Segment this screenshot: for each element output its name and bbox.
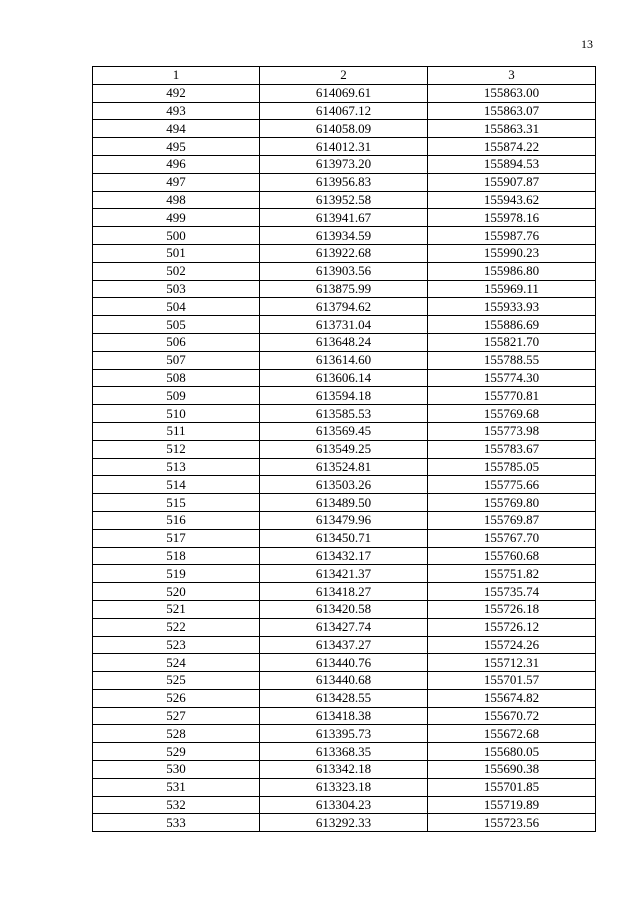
table-row	[93, 369, 596, 387]
table-row	[93, 476, 596, 494]
x-coordinate-cell: 613614.60	[260, 351, 428, 369]
point-number-cell: 529	[93, 743, 260, 761]
table-row	[93, 654, 596, 672]
table-row	[93, 796, 596, 814]
point-number-cell: 525	[93, 672, 260, 690]
y-coordinate-cell: 155933.93	[428, 298, 596, 316]
point-number-cell: 497	[93, 173, 260, 191]
x-coordinate-cell: 613440.68	[260, 672, 428, 690]
table-row	[93, 458, 596, 476]
point-number-cell: 533	[93, 814, 260, 832]
table-row	[93, 672, 596, 690]
point-number-cell: 499	[93, 209, 260, 227]
point-number-cell: 524	[93, 654, 260, 672]
y-coordinate-cell: 155767.70	[428, 529, 596, 547]
table-row	[93, 209, 596, 227]
point-number-cell: 510	[93, 405, 260, 423]
table-row	[93, 333, 596, 351]
table-row	[93, 743, 596, 761]
y-coordinate-cell: 155670.72	[428, 707, 596, 725]
table-row	[93, 191, 596, 209]
x-coordinate-cell: 613524.81	[260, 458, 428, 476]
page-number: 13	[581, 37, 593, 51]
x-coordinate-cell: 613450.71	[260, 529, 428, 547]
point-number-cell: 508	[93, 369, 260, 387]
x-coordinate-cell: 613606.14	[260, 369, 428, 387]
point-number-cell: 495	[93, 138, 260, 156]
point-number-cell: 526	[93, 689, 260, 707]
table-row	[93, 725, 596, 743]
table-row	[93, 600, 596, 618]
table-body	[93, 84, 596, 831]
y-coordinate-cell: 155863.00	[428, 84, 596, 102]
table-row	[93, 298, 596, 316]
table-row	[93, 707, 596, 725]
table-row	[93, 778, 596, 796]
point-number-cell: 494	[93, 120, 260, 138]
table-row	[93, 583, 596, 601]
point-number-cell: 528	[93, 725, 260, 743]
x-coordinate-cell: 613956.83	[260, 173, 428, 191]
point-number-cell: 493	[93, 102, 260, 120]
point-number-cell: 498	[93, 191, 260, 209]
column-header-3: 3	[428, 67, 596, 85]
point-number-cell: 521	[93, 600, 260, 618]
point-number-cell: 523	[93, 636, 260, 654]
x-coordinate-cell: 613420.58	[260, 600, 428, 618]
point-number-cell: 512	[93, 440, 260, 458]
x-coordinate-cell: 613418.38	[260, 707, 428, 725]
x-coordinate-cell: 613585.53	[260, 405, 428, 423]
table-row	[93, 120, 596, 138]
y-coordinate-cell: 155969.11	[428, 280, 596, 298]
y-coordinate-cell: 155701.57	[428, 672, 596, 690]
table-row	[93, 440, 596, 458]
point-number-cell: 527	[93, 707, 260, 725]
y-coordinate-cell: 155943.62	[428, 191, 596, 209]
x-coordinate-cell: 614069.61	[260, 84, 428, 102]
point-number-cell: 522	[93, 618, 260, 636]
table-row	[93, 155, 596, 173]
x-coordinate-cell: 613395.73	[260, 725, 428, 743]
point-number-cell: 514	[93, 476, 260, 494]
y-coordinate-cell: 155690.38	[428, 761, 596, 779]
point-number-cell: 518	[93, 547, 260, 565]
table-row	[93, 494, 596, 512]
table-row	[93, 227, 596, 245]
point-number-cell: 520	[93, 583, 260, 601]
point-number-cell: 532	[93, 796, 260, 814]
point-number-cell: 517	[93, 529, 260, 547]
table-row	[93, 102, 596, 120]
x-coordinate-cell: 613875.99	[260, 280, 428, 298]
column-header-1: 1	[93, 67, 260, 85]
y-coordinate-cell: 155726.18	[428, 600, 596, 618]
x-coordinate-cell: 613421.37	[260, 565, 428, 583]
y-coordinate-cell: 155785.05	[428, 458, 596, 476]
x-coordinate-cell: 613941.67	[260, 209, 428, 227]
table-row	[93, 618, 596, 636]
y-coordinate-cell: 155978.16	[428, 209, 596, 227]
table-row	[93, 405, 596, 423]
y-coordinate-cell: 155775.66	[428, 476, 596, 494]
x-coordinate-cell: 613342.18	[260, 761, 428, 779]
y-coordinate-cell: 155986.80	[428, 262, 596, 280]
y-coordinate-cell: 155723.56	[428, 814, 596, 832]
header-row	[93, 67, 596, 85]
x-coordinate-cell: 613794.62	[260, 298, 428, 316]
x-coordinate-cell: 613569.45	[260, 422, 428, 440]
table-row	[93, 547, 596, 565]
x-coordinate-cell: 613440.76	[260, 654, 428, 672]
x-coordinate-cell: 614067.12	[260, 102, 428, 120]
table-row	[93, 761, 596, 779]
table-row	[93, 529, 596, 547]
point-number-cell: 492	[93, 84, 260, 102]
point-number-cell: 503	[93, 280, 260, 298]
point-number-cell: 531	[93, 778, 260, 796]
y-coordinate-cell: 155894.53	[428, 155, 596, 173]
x-coordinate-cell: 613292.33	[260, 814, 428, 832]
y-coordinate-cell: 155821.70	[428, 333, 596, 351]
y-coordinate-cell: 155672.68	[428, 725, 596, 743]
x-coordinate-cell: 613428.55	[260, 689, 428, 707]
point-number-cell: 530	[93, 761, 260, 779]
table-row	[93, 351, 596, 369]
column-header-2: 2	[260, 67, 428, 85]
x-coordinate-cell: 613427.74	[260, 618, 428, 636]
y-coordinate-cell: 155886.69	[428, 316, 596, 334]
y-coordinate-cell: 155724.26	[428, 636, 596, 654]
y-coordinate-cell: 155774.30	[428, 369, 596, 387]
y-coordinate-cell: 155769.87	[428, 511, 596, 529]
y-coordinate-cell: 155719.89	[428, 796, 596, 814]
y-coordinate-cell: 155674.82	[428, 689, 596, 707]
point-number-cell: 509	[93, 387, 260, 405]
point-number-cell: 504	[93, 298, 260, 316]
table-row	[93, 316, 596, 334]
y-coordinate-cell: 155769.80	[428, 494, 596, 512]
y-coordinate-cell: 155773.98	[428, 422, 596, 440]
x-coordinate-cell: 613368.35	[260, 743, 428, 761]
x-coordinate-cell: 614012.31	[260, 138, 428, 156]
x-coordinate-cell: 613952.58	[260, 191, 428, 209]
table-row	[93, 262, 596, 280]
x-coordinate-cell: 613903.56	[260, 262, 428, 280]
x-coordinate-cell: 613437.27	[260, 636, 428, 654]
x-coordinate-cell: 613648.24	[260, 333, 428, 351]
point-number-cell: 506	[93, 333, 260, 351]
point-number-cell: 513	[93, 458, 260, 476]
x-coordinate-cell: 613418.27	[260, 583, 428, 601]
coordinates-table	[92, 66, 596, 832]
x-coordinate-cell: 613432.17	[260, 547, 428, 565]
x-coordinate-cell: 613304.23	[260, 796, 428, 814]
point-number-cell: 507	[93, 351, 260, 369]
point-number-cell: 505	[93, 316, 260, 334]
table-row	[93, 814, 596, 832]
y-coordinate-cell: 155701.85	[428, 778, 596, 796]
table-row	[93, 422, 596, 440]
x-coordinate-cell: 613323.18	[260, 778, 428, 796]
y-coordinate-cell: 155751.82	[428, 565, 596, 583]
table-row	[93, 636, 596, 654]
point-number-cell: 502	[93, 262, 260, 280]
table-row	[93, 280, 596, 298]
x-coordinate-cell: 613973.20	[260, 155, 428, 173]
y-coordinate-cell: 155783.67	[428, 440, 596, 458]
table-row	[93, 84, 596, 102]
x-coordinate-cell: 613549.25	[260, 440, 428, 458]
point-number-cell: 501	[93, 244, 260, 262]
y-coordinate-cell: 155874.22	[428, 138, 596, 156]
table-row	[93, 173, 596, 191]
x-coordinate-cell: 613922.68	[260, 244, 428, 262]
point-number-cell: 519	[93, 565, 260, 583]
x-coordinate-cell: 613731.04	[260, 316, 428, 334]
table-row	[93, 387, 596, 405]
table-row	[93, 138, 596, 156]
y-coordinate-cell: 155735.74	[428, 583, 596, 601]
x-coordinate-cell: 614058.09	[260, 120, 428, 138]
y-coordinate-cell: 155712.31	[428, 654, 596, 672]
y-coordinate-cell: 155760.68	[428, 547, 596, 565]
table-row	[93, 689, 596, 707]
y-coordinate-cell: 155907.87	[428, 173, 596, 191]
x-coordinate-cell: 613934.59	[260, 227, 428, 245]
x-coordinate-cell: 613489.50	[260, 494, 428, 512]
y-coordinate-cell: 155726.12	[428, 618, 596, 636]
table-row	[93, 565, 596, 583]
table-header	[93, 67, 596, 85]
y-coordinate-cell: 155769.68	[428, 405, 596, 423]
table-row	[93, 244, 596, 262]
table-row	[93, 511, 596, 529]
point-number-cell: 496	[93, 155, 260, 173]
y-coordinate-cell: 155990.23	[428, 244, 596, 262]
y-coordinate-cell: 155987.76	[428, 227, 596, 245]
point-number-cell: 515	[93, 494, 260, 512]
point-number-cell: 500	[93, 227, 260, 245]
y-coordinate-cell: 155770.81	[428, 387, 596, 405]
x-coordinate-cell: 613594.18	[260, 387, 428, 405]
y-coordinate-cell: 155680.05	[428, 743, 596, 761]
y-coordinate-cell: 155863.31	[428, 120, 596, 138]
y-coordinate-cell: 155788.55	[428, 351, 596, 369]
x-coordinate-cell: 613479.96	[260, 511, 428, 529]
point-number-cell: 511	[93, 422, 260, 440]
x-coordinate-cell: 613503.26	[260, 476, 428, 494]
point-number-cell: 516	[93, 511, 260, 529]
y-coordinate-cell: 155863.07	[428, 102, 596, 120]
